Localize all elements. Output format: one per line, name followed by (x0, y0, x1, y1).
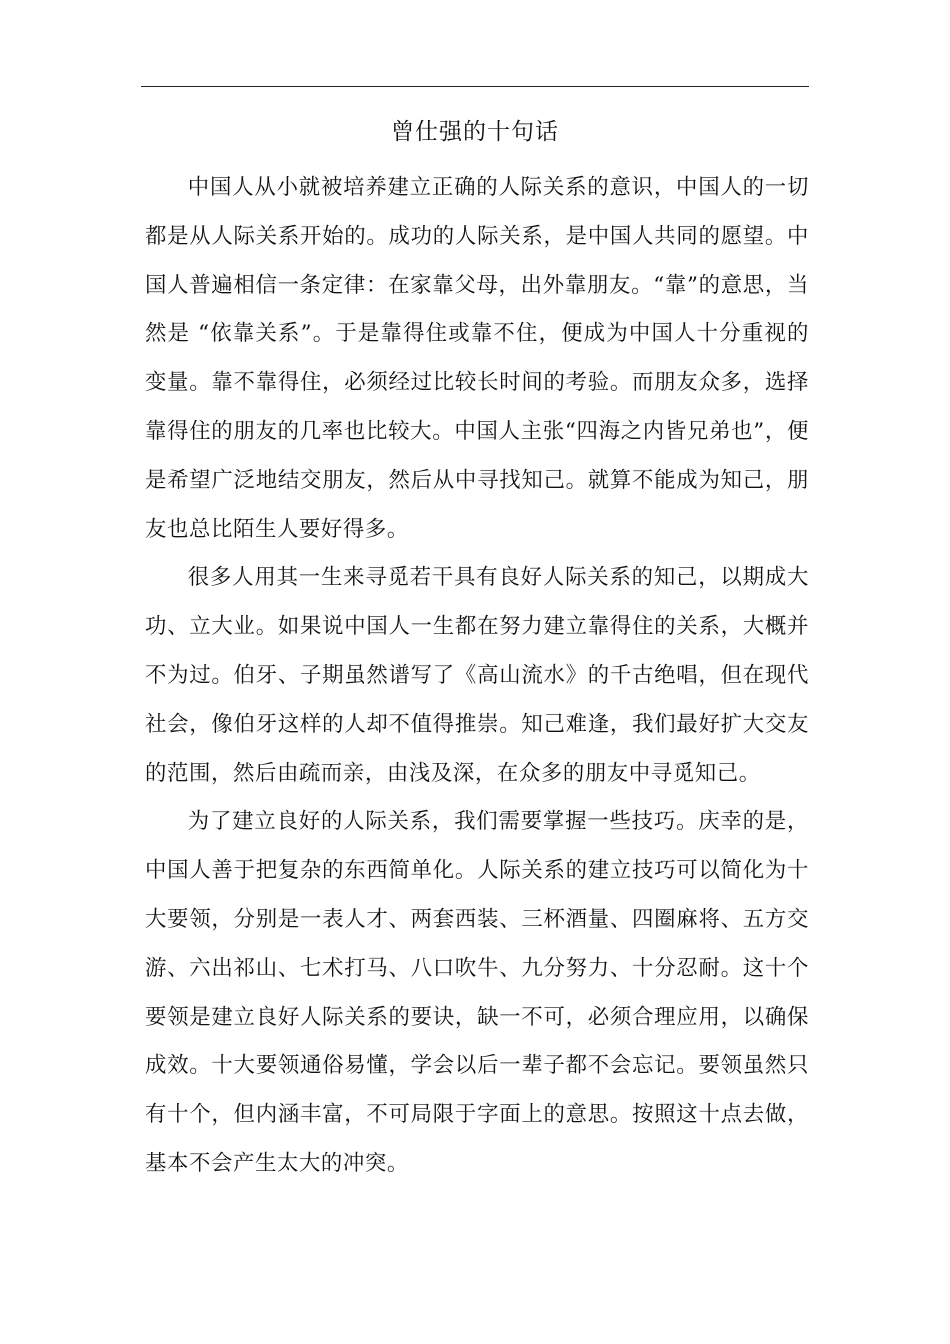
header-rule (141, 86, 809, 87)
paragraph-3: 为了建立良好的人际关系，我们需要掌握一些技巧。庆幸的是，中国人善于把复杂的东西简单化。人际关系的建立技巧可以简化为十大要领，分别是一表人才、两套西装、三杯酒量、四圈麻将、五方交游、六出祁山、七术打马、八口吹牛、九分努力、十分忍耐。这十个要领是建立良好人际关系的要诀，缺一不可，必须合理应用，以确保成效。十大要领通俗易懂，学会以后一辈子都不会忘记。要领虽然只有十个，但内涵丰富，不可局限于字面上的意思。按照这十点去做，基本不会产生太大的冲突。 (145, 809, 809, 1176)
paragraph-1: 中国人从小就被培养建立正确的人际关系的意识，中国人的一切都是从人际关系开始的。成功的人际关系，是中国人共同的愿望。中国人普遍相信一条定律：在家靠父母，出外靠朋友。“靠”的意思，当然是 “依靠关系”。于是靠得住或靠不住，便成为中国人十分重视的变量。靠不靠得住，必须经过比较长时间的考验。而朋友众多，选择靠得住的朋友的几率也比较大。中国人主张“四海之内皆兄弟也”，便是希望广泛地结交朋友，然后从中寻找知己。就算不能成为知己，朋友也总比陌生人要好得多。 (145, 175, 809, 542)
document-title: 曾仕强的十句话 (391, 119, 559, 145)
paragraph-2: 很多人用其一生来寻觅若干具有良好人际关系的知己，以期成大功、立大业。如果说中国人一生都在努力建立靠得住的关系，大概并不为过。伯牙、子期虽然谱写了《高山流水》的千古绝唱，但在现代社会，像伯牙这样的人却不值得推崇。知己难逢，我们最好扩大交友的范围，然后由疏而亲，由浅及深，在众多的朋友中寻觅知己。 (145, 565, 809, 786)
document-body (145, 164, 809, 1189)
